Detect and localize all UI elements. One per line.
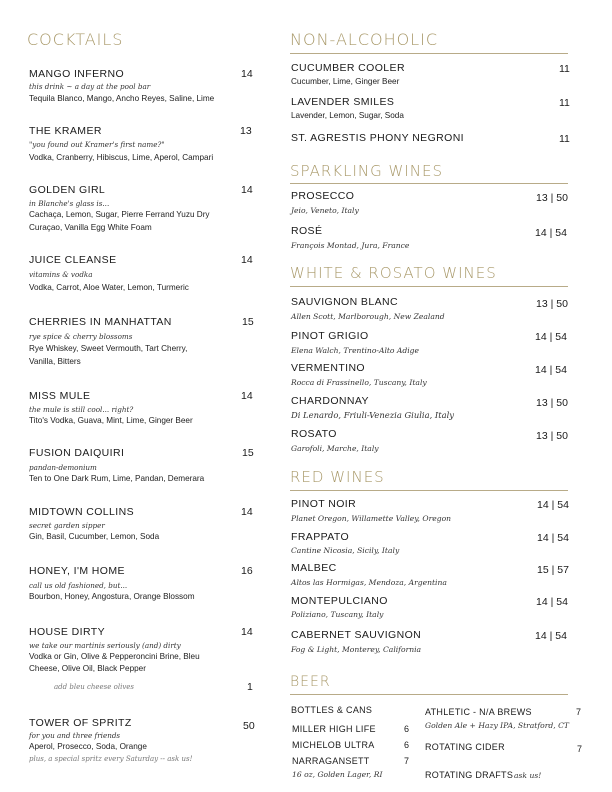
item-tagline: "you found out Kramer's first name?" <box>29 140 165 149</box>
item-price: 13 | 50 <box>536 298 568 310</box>
red-wines-title: RED WINES <box>290 468 385 486</box>
item-price: 15 | 57 <box>537 564 569 576</box>
beer-name: NARRAGANSETT <box>292 756 370 766</box>
item-price: 14 | 54 <box>536 596 568 608</box>
section-divider <box>290 490 568 491</box>
item-price: 14 <box>241 506 253 518</box>
item-ingredients: Tito's Vodka, Guava, Mint, Lime, Ginger Beer <box>29 416 193 425</box>
beer-name: ATHLETIC - N/A BREWS <box>425 707 532 717</box>
item-region: Planet Oregon, Willamette Valley, Oregon <box>291 514 452 523</box>
item-region: Di Lenardo, Friuli-Venezia Giulia, Italy <box>291 410 454 420</box>
item-name: LAVENDER SMILES <box>291 96 395 108</box>
item-price: 14 <box>241 68 253 80</box>
item-name: GOLDEN GIRL <box>29 184 106 196</box>
item-region: Elena Walch, Trentino-Alto Adige <box>291 346 420 355</box>
item-name: HONEY, I'M HOME <box>29 565 125 577</box>
beer-price: 7 <box>404 756 410 766</box>
addon-label: add bleu cheese olives <box>54 683 135 691</box>
item-price: 14 | 54 <box>535 630 567 642</box>
item-ingredients: Vodka or Gin, Olive & Pepperoncini Brine, Bleu <box>29 652 200 661</box>
item-name: MONTEPULCIANO <box>291 595 388 607</box>
item-tagline: in Blanche's glass is... <box>29 199 110 208</box>
spritz-note: plus, a special spritz every Saturday -- ask us! <box>29 755 193 763</box>
item-price: 11 <box>559 133 570 145</box>
item-ingredients: Vanilla, Bitters <box>29 357 81 366</box>
item-price: 11 <box>559 63 570 75</box>
item-name: MISS MULE <box>29 390 91 402</box>
item-price: 15 <box>242 447 254 459</box>
item-price: 14 | 54 <box>535 364 567 376</box>
item-price: 14 | 54 <box>535 227 567 239</box>
addon-price: 1 <box>247 681 253 693</box>
item-name: MIDTOWN COLLINS <box>29 506 134 518</box>
beer-name: ROTATING CIDER <box>425 742 505 752</box>
item-region: Rocca di Frassinello, Tuscany, Italy <box>291 378 427 387</box>
item-ingredients: Lavender, Lemon, Sugar, Soda <box>291 111 404 120</box>
item-price: 13 | 50 <box>536 397 568 409</box>
item-tagline: call us old fashioned, but... <box>29 581 128 590</box>
item-name: ROSATO <box>291 428 337 440</box>
item-name: ST. AGRESTIS PHONY NEGRONI <box>291 132 464 144</box>
item-region: Cantine Nicosia, Sicily, Italy <box>291 546 400 555</box>
item-name: MANGO INFERNO <box>29 68 125 80</box>
item-price: 14 <box>241 626 253 638</box>
beer-price: 7 <box>577 744 583 754</box>
item-name: FRAPPATO <box>291 531 350 543</box>
beer-detail: 16 oz, Golden Lager, RI <box>292 770 383 779</box>
beer-price: 6 <box>404 740 410 750</box>
item-price: 13 <box>240 125 252 137</box>
item-name: PINOT GRIGIO <box>291 330 369 342</box>
item-tagline: we take our martinis seriously (and) dirty <box>29 641 181 650</box>
item-price: 15 <box>242 316 254 328</box>
item-name: CHARDONNAY <box>291 395 369 407</box>
beer-name: MICHELOB ULTRA <box>292 740 375 750</box>
item-ingredients: Rye Whiskey, Sweet Vermouth, Tart Cherry, <box>29 344 188 353</box>
section-divider <box>290 694 568 695</box>
section-divider <box>290 183 568 184</box>
beer-name: ROTATING DRAFTS <box>425 770 514 780</box>
item-ingredients: Curaçao, Vanilla Egg White Foam <box>29 223 152 232</box>
item-region: Garofoli, Marche, Italy <box>291 444 379 453</box>
item-tagline: pandan-demonium <box>29 463 97 472</box>
item-tagline: for you and three friends <box>29 731 121 740</box>
item-ingredients: Aperol, Prosecco, Soda, Orange <box>29 742 147 751</box>
item-price: 14 | 54 <box>537 499 569 511</box>
item-price: 14 <box>241 184 253 196</box>
item-name: ROSÉ <box>291 225 323 237</box>
item-ingredients: Cheese, Olive Oil, Black Pepper <box>29 664 146 673</box>
beer-price: 7 <box>576 707 582 717</box>
beer-detail: Golden Ale + Hazy IPA, Stratford, CT <box>425 721 569 730</box>
item-name: PROSECCO <box>291 190 355 202</box>
item-name: HOUSE DIRTY <box>29 626 105 638</box>
item-name: CHERRIES IN MANHATTAN <box>29 316 172 328</box>
item-name: CABERNET SAUVIGNON <box>291 629 422 641</box>
item-name: FUSION DAIQUIRI <box>29 447 125 459</box>
item-tagline: rye spice & cherry blossoms <box>29 332 133 341</box>
item-ingredients: Vodka, Cranberry, Hibiscus, Lime, Aperol, Campari <box>29 153 214 162</box>
item-name: PINOT NOIR <box>291 498 357 510</box>
item-name: JUICE CLEANSE <box>29 254 117 266</box>
item-ingredients: Gin, Basil, Cucumber, Lemon, Soda <box>29 532 160 541</box>
item-tagline: vitamins & vodka <box>29 270 93 279</box>
item-name: TOWER OF SPRITZ <box>29 717 132 729</box>
item-tagline: the mule is still cool... right? <box>29 405 134 414</box>
item-region: Altos las Hormigas, Mendoza, Argentina <box>291 578 447 587</box>
item-tagline: secret garden sipper <box>29 521 105 530</box>
non-alcoholic-title: NON-ALCOHOLIC <box>290 30 439 49</box>
item-region: Allen Scott, Marlborough, New Zealand <box>291 312 445 321</box>
item-name: VERMENTINO <box>291 362 366 374</box>
item-name: SAUVIGNON BLANC <box>291 296 398 308</box>
item-region: Poliziano, Tuscany, Italy <box>291 610 384 619</box>
sparkling-title: SPARKLING WINES <box>290 162 443 180</box>
item-ingredients: Cachaça, Lemon, Sugar, Pierre Ferrand Yuzu Dry <box>29 210 210 219</box>
item-name: MALBEC <box>291 562 337 574</box>
item-name: CUCUMBER COOLER <box>291 62 405 74</box>
section-divider <box>290 286 568 287</box>
beer-price: 6 <box>404 724 410 734</box>
item-ingredients: Vodka, Carrot, Aloe Water, Lemon, Turmeric <box>29 283 189 292</box>
item-ingredients: Tequila Blanco, Mango, Ancho Reyes, Saline, Lime <box>29 94 215 103</box>
item-price: 13 | 50 <box>536 192 568 204</box>
item-region: Jeio, Veneto, Italy <box>291 206 359 215</box>
item-price: 14 <box>241 390 253 402</box>
beer-title: BEER <box>290 674 331 690</box>
bottles-header: BOTTLES & CANS <box>291 705 373 715</box>
item-ingredients: Ten to One Dark Rum, Lime, Pandan, Demerara <box>29 474 205 483</box>
item-name: THE KRAMER <box>29 125 102 137</box>
white-rosato-title: WHITE & ROSATO WINES <box>290 264 497 282</box>
item-price: 13 | 50 <box>536 430 568 442</box>
item-price: 11 <box>559 97 570 109</box>
beer-name: MILLER HIGH LIFE <box>292 724 376 734</box>
item-price: 50 <box>243 720 255 732</box>
beer-detail: ask us! <box>514 771 542 780</box>
item-ingredients: Cucumber, Lime, Ginger Beer <box>291 77 400 86</box>
item-tagline: this drink ~ a day at the pool bar <box>29 82 151 91</box>
item-region: François Montad, Jura, France <box>291 241 410 250</box>
item-price: 14 | 54 <box>537 532 569 544</box>
section-divider <box>290 53 568 54</box>
item-price: 14 <box>241 254 253 266</box>
item-region: Fog & Light, Monterey, California <box>291 645 422 654</box>
item-ingredients: Bourbon, Honey, Angostura, Orange Blossom <box>29 592 195 601</box>
item-price: 14 | 54 <box>535 331 567 343</box>
item-price: 16 <box>241 565 253 577</box>
cocktails-title: COCKTAILS <box>27 30 124 49</box>
